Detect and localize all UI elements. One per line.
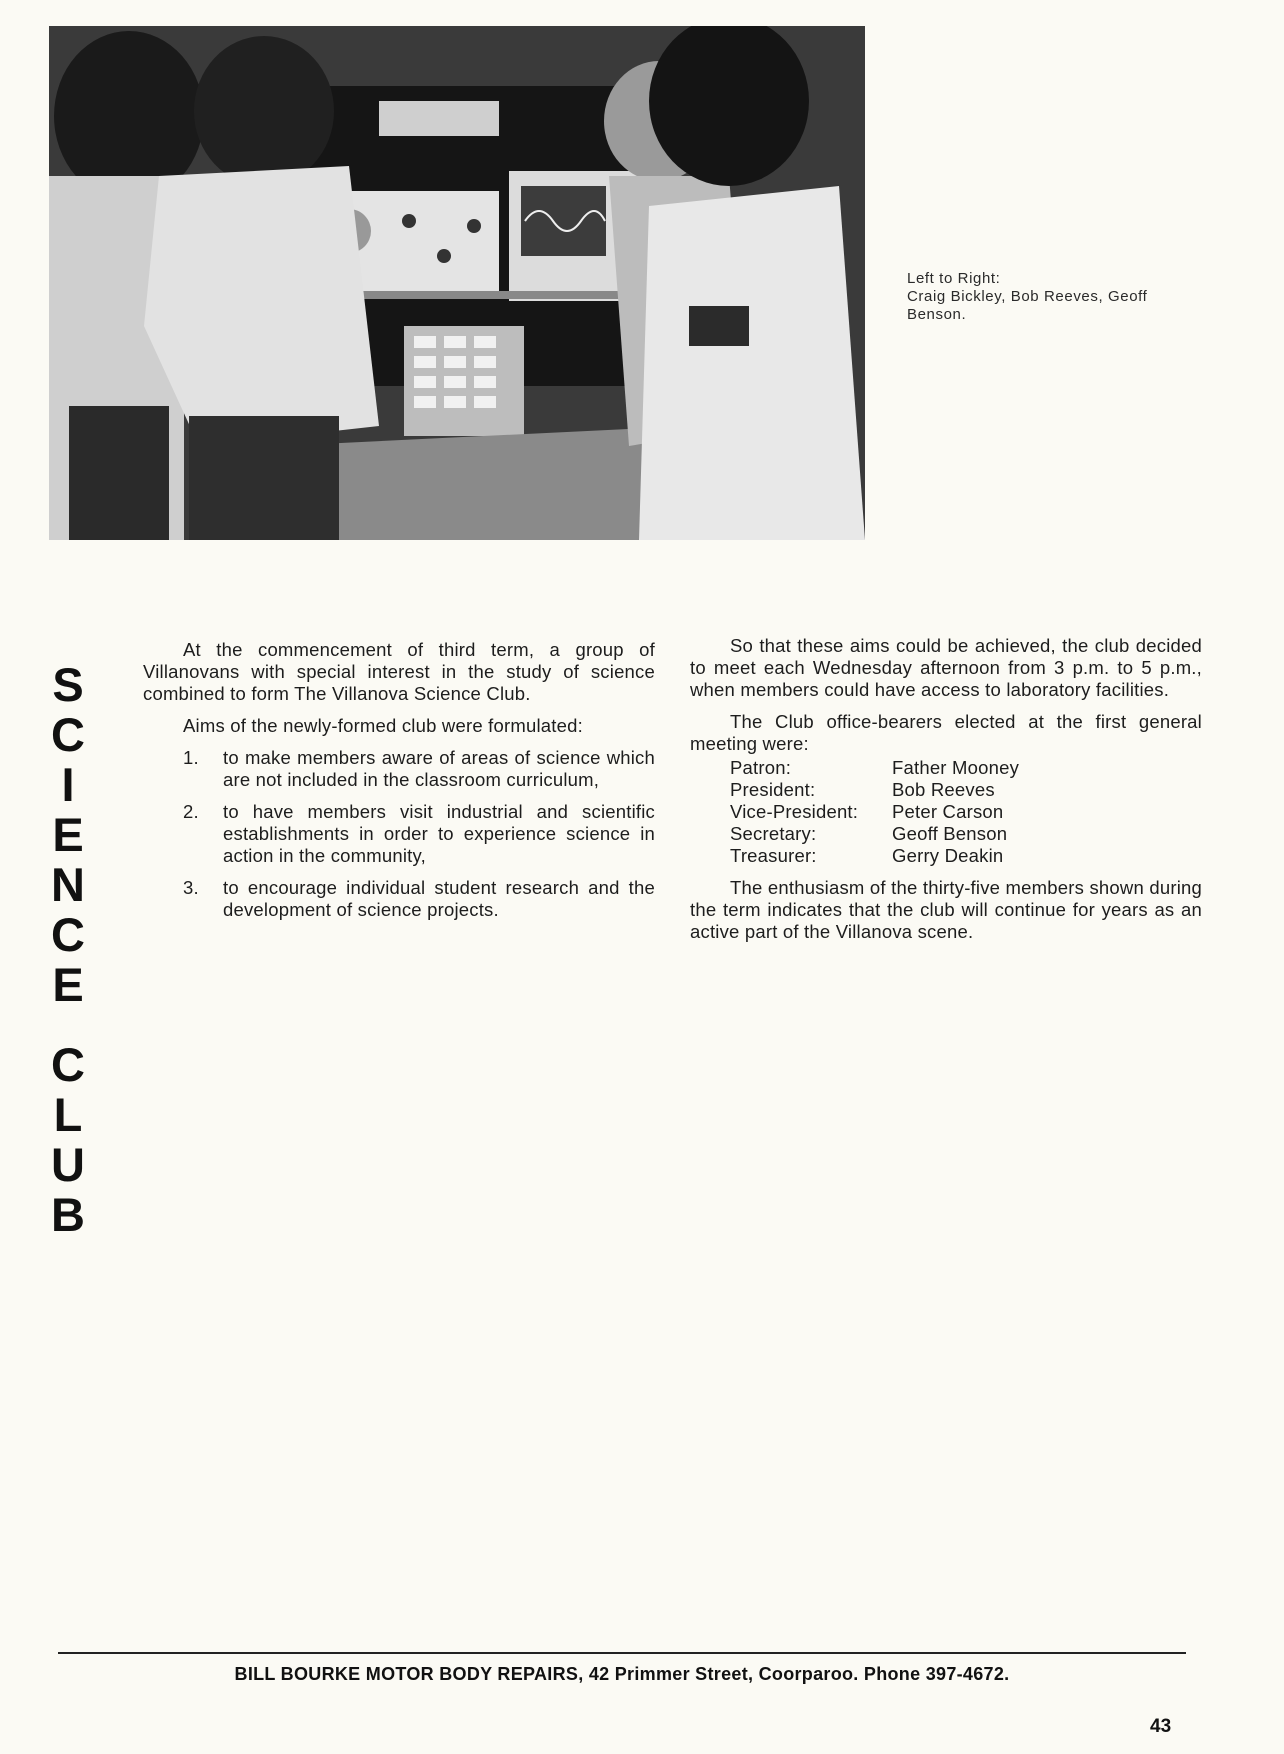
intro-paragraph: At the commencement of third term, a group of Villanovans with special interest in the study of science combined to form The Villanova Science Club. [143, 639, 655, 704]
aim-number: 2. [183, 801, 199, 822]
meeting-paragraph: So that these aims could be achieved, the club decided to meet each Wednesday afternoon from 3 p.m. to 5 p.m., when members could have access to laboratory facilities. [690, 635, 1202, 700]
officer-role: Vice-President: [730, 801, 859, 822]
heading-letter: I [61, 758, 75, 811]
list-item [143, 747, 655, 791]
officer-name: Gerry Deakin [892, 845, 1004, 866]
right-column [690, 635, 1202, 953]
officers-list [690, 757, 1202, 867]
officer-role: President: [730, 779, 816, 800]
heading-letter: C [51, 908, 85, 961]
caption-line-3: Benson. [907, 306, 967, 323]
officer-role: Patron: [730, 757, 792, 778]
vertical-heading [38, 660, 98, 1240]
aims-heading: Aims of the newly-formed club were formulated: [183, 715, 583, 736]
list-item [690, 757, 1202, 779]
left-column [143, 639, 655, 931]
heading-letter: S [52, 658, 84, 711]
officer-name: Geoff Benson [892, 823, 1008, 844]
officer-role: Secretary: [730, 823, 817, 844]
list-item [690, 801, 1202, 823]
officer-name: Father Mooney [892, 757, 1020, 778]
aim-text: to have members visit industrial and scientific establishments in order to experience science in action in the community, [223, 801, 655, 866]
heading-letter: N [51, 858, 85, 911]
heading-letter: E [52, 808, 84, 861]
aim-text: to encourage individual student research and the development of science projects. [223, 877, 655, 920]
list-item [143, 877, 655, 921]
page-number: 43 [1150, 1716, 1172, 1737]
caption-line-2: Craig Bickley, Bob Reeves, Geoff [907, 288, 1148, 305]
closing-paragraph: The enthusiasm of the thirty-five members shown during the term indicates that the club will continue for years as an active part of the Villanova scene. [690, 877, 1202, 942]
heading-letter: C [51, 708, 85, 761]
officer-name: Peter Carson [892, 801, 1004, 822]
heading-letter: E [52, 958, 84, 1011]
footer-divider [58, 1652, 1186, 1654]
footer-advert: BILL BOURKE MOTOR BODY REPAIRS, 42 Primmer Street, Coorparoo. Phone 397-4672. [234, 1664, 1010, 1684]
club-photo [49, 26, 865, 540]
heading-letter: U [51, 1138, 85, 1191]
list-item [143, 801, 655, 867]
heading-letter: B [51, 1188, 85, 1241]
aims-list [143, 747, 655, 921]
photo-illustration [49, 26, 865, 540]
list-item [690, 779, 1202, 801]
caption-line-1: Left to Right: [907, 270, 1001, 287]
officer-role: Treasurer: [730, 845, 817, 866]
officers-intro: The Club office-bearers elected at the first general meeting were: [690, 711, 1202, 754]
heading-letter: C [51, 1038, 85, 1091]
list-item [690, 845, 1202, 867]
aim-number: 3. [183, 877, 199, 898]
officer-name: Bob Reeves [892, 779, 995, 800]
heading-word-gap [38, 1010, 98, 1040]
list-item [690, 823, 1202, 845]
aim-text: to make members aware of areas of science which are not included in the classroom curriculum, [223, 747, 655, 790]
aim-number: 1. [183, 747, 199, 768]
heading-letter: L [53, 1088, 83, 1141]
photo-caption [907, 270, 1227, 324]
